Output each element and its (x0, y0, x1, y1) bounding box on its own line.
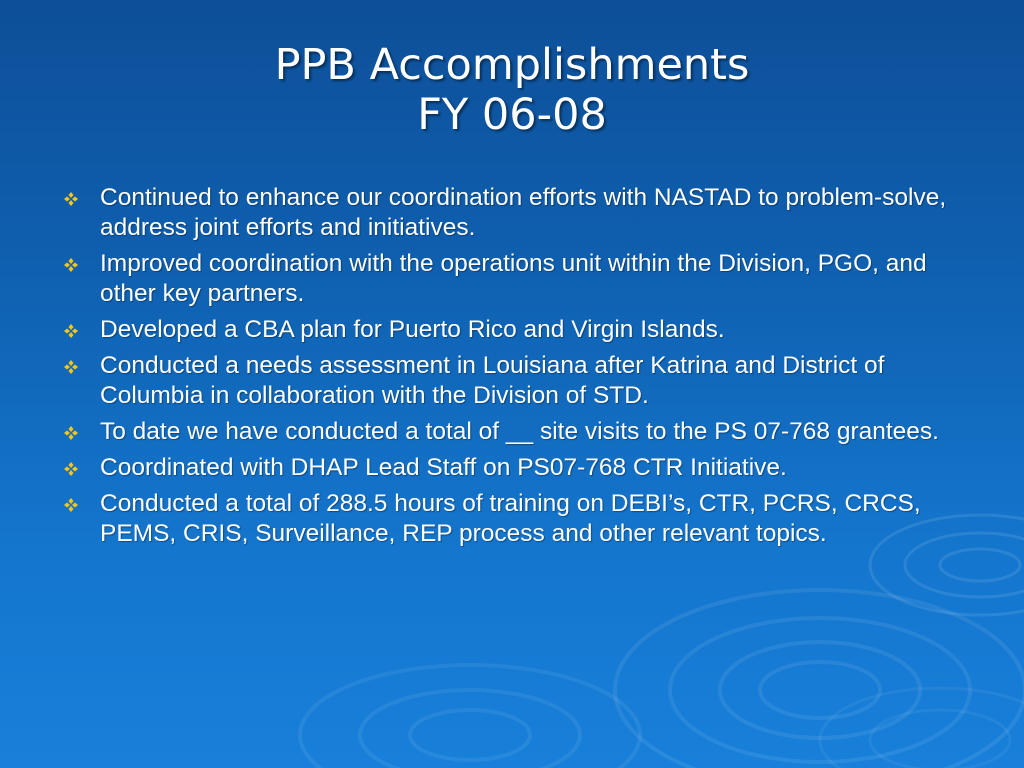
bullet-text: Developed a CBA plan for Puerto Rico and Virgin Islands. (100, 316, 725, 343)
bullet-text: Coordinated with DHAP Lead Staff on PS07-768 CTR Initiative. (100, 454, 787, 481)
bullet-text: Continued to enhance our coordination efforts with NASTAD to problem-solve, address joint efforts and initiatives. (100, 184, 947, 241)
bullet-text: To date we have conducted a total of __ site visits to the PS 07-768 grantees. (100, 418, 939, 445)
bullet-item (62, 249, 972, 309)
bullet-text: Improved coordination with the operations unit within the Division, PGO, and other key partners. (100, 250, 927, 307)
bullet-text: Conducted a total of 288.5 hours of training on DEBI’s, CTR, PCRS, CRCS, PEMS, CRIS, Surveillance, REP process and other relevant topics. (100, 490, 921, 547)
diamond-bullet-icon (64, 462, 78, 476)
diamond-bullet-icon (64, 426, 78, 440)
bullet-list (62, 183, 972, 555)
diamond-bullet-icon (64, 192, 78, 206)
bullet-text: Conducted a needs assessment in Louisiana after Katrina and District of Columbia in collaboration with the Division of STD. (100, 352, 885, 409)
bullet-item (62, 315, 972, 345)
slide-title-line-1: PPB Accomplishments (274, 40, 750, 90)
diamond-bullet-icon (64, 360, 78, 374)
bullet-item (62, 489, 972, 549)
diamond-bullet-icon (64, 324, 78, 338)
diamond-bullet-icon (64, 498, 78, 512)
bullet-item (62, 183, 972, 243)
bullet-item (62, 453, 972, 483)
slide-title-line-2: FY 06-08 (417, 90, 607, 140)
diamond-bullet-icon (64, 258, 78, 272)
bullet-item (62, 417, 972, 447)
bullet-item (62, 351, 972, 411)
slide-title (0, 40, 1024, 140)
